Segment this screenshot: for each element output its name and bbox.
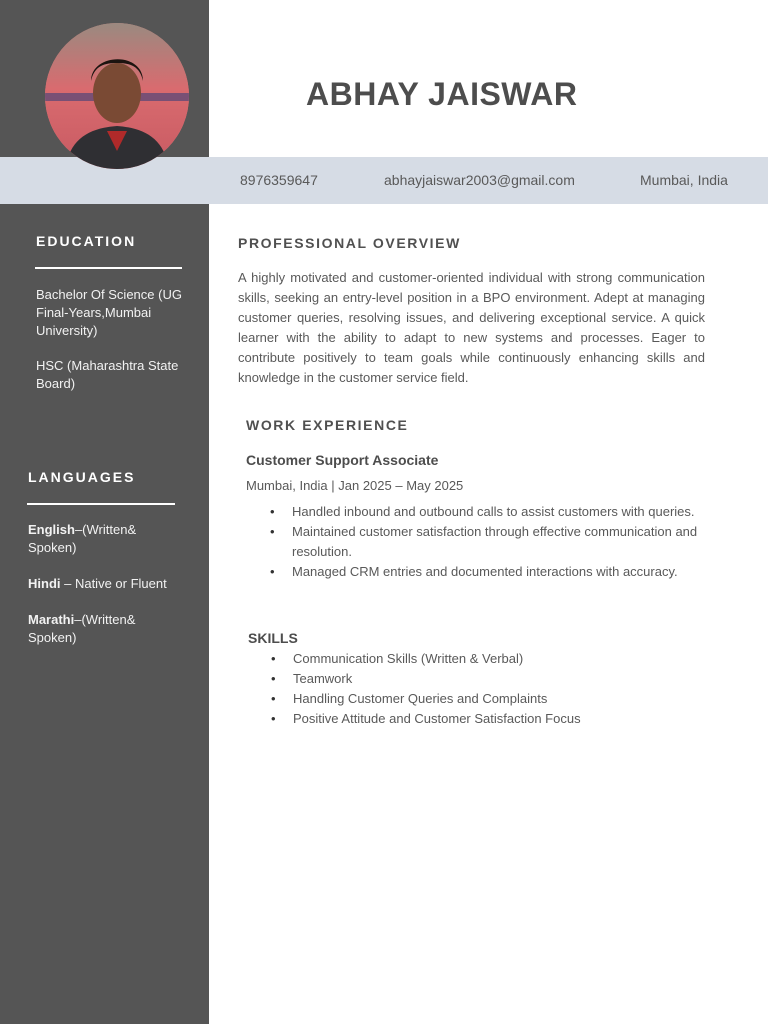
language-detail: – Native or Fluent bbox=[60, 576, 167, 591]
job-meta: Mumbai, India | Jan 2025 – May 2025 bbox=[246, 478, 464, 493]
language-name: Hindi bbox=[28, 576, 61, 591]
job-title: Customer Support Associate bbox=[246, 452, 439, 468]
skills-heading: SKILLS bbox=[248, 630, 298, 646]
languages-heading: LANGUAGES bbox=[28, 469, 136, 485]
email: abhayjaiswar2003@gmail.com bbox=[384, 172, 575, 188]
overview-heading: PROFESSIONAL OVERVIEW bbox=[238, 235, 461, 251]
phone: 8976359647 bbox=[240, 172, 318, 188]
experience-bullet: • Handled inbound and outbound calls to assist customers with queries. bbox=[270, 502, 714, 522]
experience-bullet: • Managed CRM entries and documented interactions with accuracy. bbox=[270, 562, 714, 582]
skills-list bbox=[271, 649, 711, 729]
language-item bbox=[28, 521, 178, 557]
skill-item: • Handling Customer Queries and Complaints bbox=[271, 689, 711, 709]
language-name: Marathi bbox=[28, 612, 75, 627]
experience-bullets bbox=[270, 502, 714, 582]
skill-item: • Communication Skills (Written & Verbal) bbox=[271, 649, 711, 669]
skill-item: • Teamwork bbox=[271, 669, 711, 689]
experience-heading: WORK EXPERIENCE bbox=[246, 417, 409, 433]
language-item bbox=[28, 611, 178, 647]
skill-item: • Positive Attitude and Customer Satisfaction Focus bbox=[271, 709, 711, 729]
education-item: Bachelor Of Science (UG Final-Years,Mumbai University) bbox=[36, 287, 182, 338]
language-item bbox=[28, 575, 198, 593]
overview-text: A highly motivated and customer-oriented individual with strong communication skills, seeking an entry-level position in a BPO environment. Adept at managing customer queries, resolving issues, and delivering exceptional service. A quick learner with the ability to adapt to new systems and processes. Eager to contribute positively to team goals while continuously enhancing skills and knowledge in the customer service field. bbox=[238, 270, 705, 385]
language-name: English bbox=[28, 522, 75, 537]
candidate-name: ABHAY JAISWAR bbox=[306, 76, 578, 112]
languages-divider bbox=[27, 503, 175, 505]
location: Mumbai, India bbox=[640, 172, 728, 188]
profile-photo-image bbox=[45, 23, 189, 169]
profile-photo bbox=[45, 23, 189, 169]
language-detail: –(Written& Spoken) bbox=[28, 612, 136, 645]
education-divider bbox=[35, 267, 182, 269]
education-item: HSC (Maharashtra State Board) bbox=[36, 358, 179, 391]
language-detail: –(Written& Spoken) bbox=[28, 522, 137, 555]
education-heading: EDUCATION bbox=[36, 233, 137, 249]
experience-bullet: • Maintained customer satisfaction through effective communication and resolution. bbox=[270, 522, 714, 562]
